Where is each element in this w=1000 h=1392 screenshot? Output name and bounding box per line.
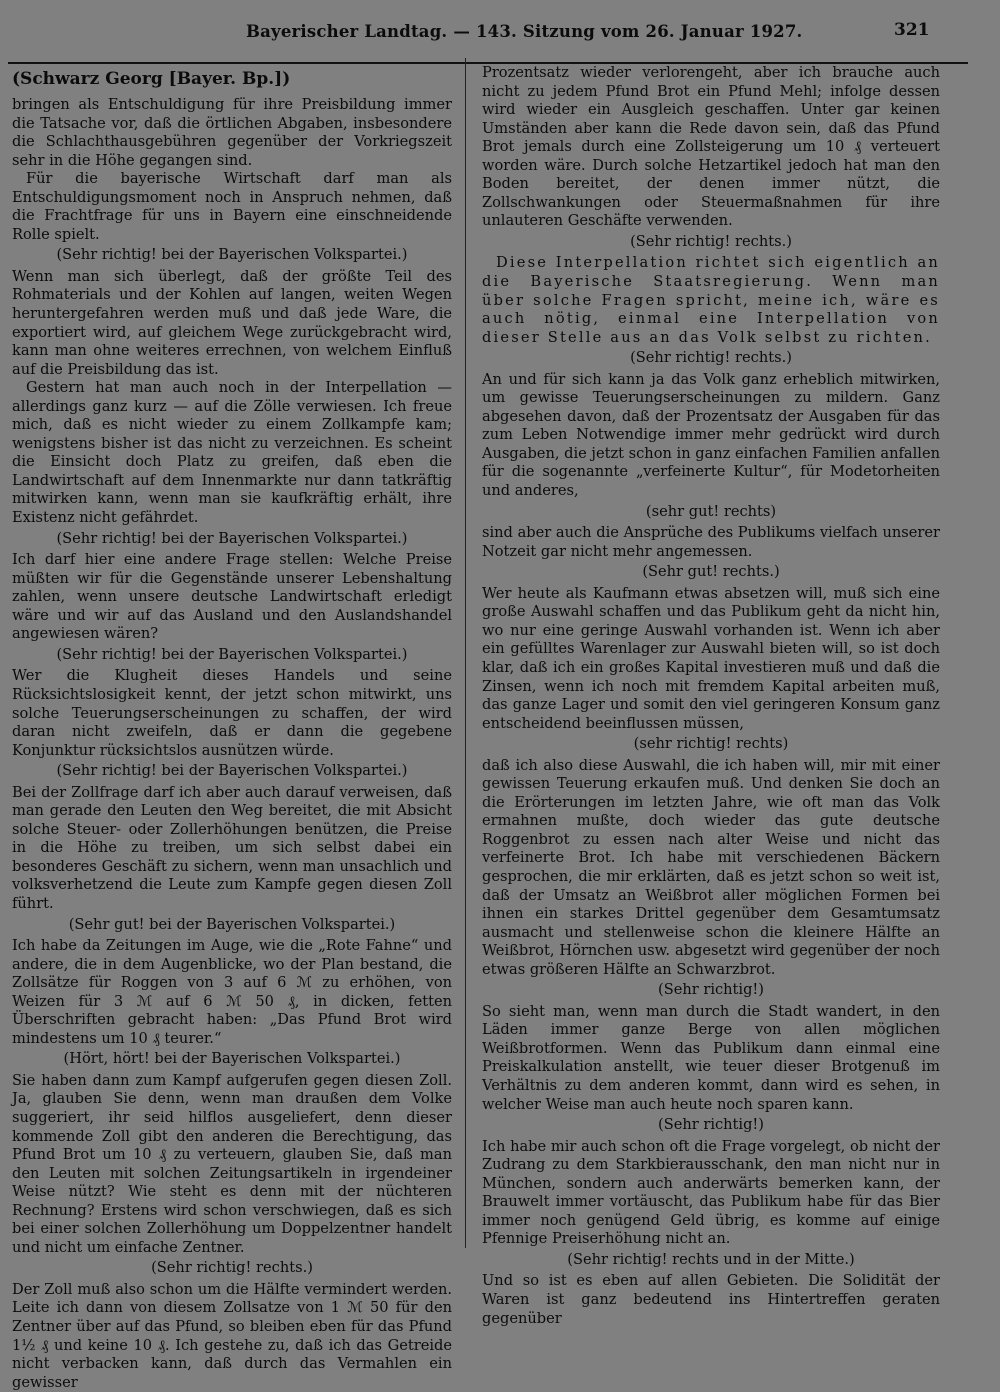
interjection: (Sehr richtig! rechts und in der Mitte.)	[567, 1250, 855, 1268]
interjection: (Sehr richtig! bei der Bayerischen Volkspartei.)	[56, 762, 408, 780]
paragraph: sind aber auch die Ansprüche des Publikums vielfach unserer Notzeit gar nicht mehr angemessen.	[482, 524, 940, 560]
running-title: Bayerischer Landtag. — 143. Sitzung vom 26. Januar 1927.	[246, 22, 803, 41]
speaker-name: (Schwarz Georg [Bayer. Bp.])	[12, 69, 291, 89]
interjection: (Sehr richtig!)	[658, 1116, 764, 1134]
interjection: (Sehr richtig!)	[658, 981, 764, 999]
paragraph: Sie haben dann zum Kampf aufgerufen gegen diesen Zoll. Ja, glauben Sie denn, wenn man draußen dem Volke suggeriert, ihr seid hilflos ausgeliefert, denn dieser kommende Zoll gibt den anderen die Berechtigung, das Pfund Brot um 10 ₰ zu verteuern, glauben Sie, daß man den Leuten mit solchen Zeitungsartikeln in irgendeiner Weise nützt? Wie steht es denn mit der nüchteren Rechnung? Erstens wird schon verschwiegen, daß es sich bei einer solchen Zollerhöhung um Doppelzentner handelt und nicht um einfache Zentner.	[12, 1071, 452, 1256]
paragraph: Ich darf hier eine andere Frage stellen: Welche Preise müßten wir für die Gegenstände unserer Lebenshaltung zahlen, wenn unsere deutsche Landwirtschaft erledigt wäre und wir auf das Ausland und den Auslandshandel angewiesen wären?	[12, 551, 452, 643]
right-column	[482, 64, 940, 1328]
interjection: (sehr richtig! rechts)	[633, 735, 789, 753]
interjection: (Sehr richtig! rechts.)	[151, 1259, 313, 1277]
paragraph: bringen als Entschuldigung für ihre Preisbildung immer die Tatsache vor, daß die örtlichen Abgaben, insbesondere die Schlachthausgebühren gegenüber der Vorkriegszeit sehr in die Höhe gegangen sind.	[12, 96, 452, 169]
interjection: (Hört, hört! bei der Bayerischen Volkspartei.)	[63, 1050, 401, 1068]
left-column	[12, 68, 452, 1392]
interjection: (sehr gut! rechts)	[645, 502, 777, 520]
spaced-paragraph: Diese Interpellation richtet sich eigentlich an die Bayerische Staatsregierung. Wenn man über solche Fragen spricht, meine ich, wäre es auch nötig, einmal eine Interpellation von dieser Stelle aus an das Volk selbst zu richten.	[482, 254, 940, 346]
interjection: (Sehr richtig! bei der Bayerischen Volkspartei.)	[56, 246, 408, 264]
paragraph: Und so ist es eben auf allen Gebieten. Die Solidität der Waren ist ganz bedeutend ins Hintertreffen geraten gegenüber	[482, 1272, 940, 1327]
column-divider	[465, 58, 466, 1248]
paragraph: Bei der Zollfrage darf ich aber auch darauf verweisen, daß man gerade den Leuten den Weg bereitet, die mit Absicht solche Steuer- oder Zollerhöhungen benützen, die Preise in die Höhe zu treiben, um sich selbst dabei ein besonderes Geschäft zu sichern, wenn man unsachlich und volksverhetzend die Leute zum Kampfe gegen diesen Zoll führt.	[12, 783, 452, 912]
interjection: (Sehr richtig! rechts.)	[630, 349, 792, 367]
paragraph: Für die bayerische Wirtschaft darf man als Entschuldigungsmoment noch in Anspruch nehmen, daß die Frachtfrage für uns in Bayern eine einschneidende Rolle spielt.	[12, 170, 452, 243]
paragraph: Wer heute als Kaufmann etwas absetzen will, muß sich eine große Auswahl schaffen und das Publikum geht da nicht hin, wo nur eine geringe Auswahl vorhanden ist. Wenn ich aber ein gefülltes Warenlager zur Auswahl bieten will, so ist doch klar, daß ich ein großes Kapital investieren muß und daß die Zinsen, wenn ich noch mit fremdem Kapital arbeiten muß, das ganze Lager und somit den viel geringeren Konsum ganz entscheidend beeinflussen müssen,	[482, 584, 940, 732]
paragraph: So sieht man, wenn man durch die Stadt wandert, in den Läden immer ganze Berge von allen möglichen Weißbrotformen. Wenn das Publikum dann einmal eine Preiskalkulation anstellt, wie teuer dieser Brotgenuß im Verhältnis zu dem anderen kommt, dann wird es sehen, in welcher Weise man auch heute noch sparen kann.	[482, 1002, 940, 1113]
interjection: (Sehr gut! rechts.)	[642, 563, 780, 581]
paragraph: Ich habe da Zeitungen im Auge, wie die „Rote Fahne“ und andere, die in dem Augenblicke, wo der Plan bestand, die Zollsätze für Roggen von 3 auf 6 ℳ zu erhöhen, von Weizen für 3 ℳ auf 6 ℳ 50 ₰, in dicken, fetten Überschriften gebracht haben: „Das Pfund Brot wird mindestens um 10 ₰ teurer.“	[12, 937, 452, 1047]
paragraph: An und für sich kann ja das Volk ganz erheblich mitwirken, um gewisse Teuerungserscheinungen zu mildern. Ganz abgesehen davon, daß der Prozentsatz der Ausgaben für das zum Leben Notwendige immer mehr gedrückt wird durch Ausgaben, die jetzt schon in ganz einfachen Familien anfallen für die sogenannte „verfeinerte Kultur“, für Modetorheiten und anderes,	[482, 370, 940, 500]
page-header	[0, 18, 1000, 46]
paragraph: Gestern hat man auch noch in der Interpellation — allerdings ganz kurz — auf die Zölle verwiesen. Ich freue mich, daß es nicht wieder zu einem Zollkampfe kam; wenigstens bisher ist das nicht zu verzeichnen. Es scheint die Einsicht doch Platz zu greifen, daß eben die Landwirtschaft auf dem Innenmarkte nur dann tatkräftig mitwirken kann, wenn man sie kaufkräftig erhält, ihre Existenz nicht gefährdet.	[12, 379, 452, 527]
paragraph: Ich habe mir auch schon oft die Frage vorgelegt, ob nicht der Zudrang zu dem Starkbierausschank, den man nicht nur in München, sondern auch anderwärts bemerken kann, der Brauwelt immer vortäuscht, das Publikum habe für das Bier immer noch genügend Geld übrig, es komme auf einige Pfennige Preiserhöhung nicht an.	[482, 1137, 940, 1248]
paragraph: Der Zoll muß also schon um die Hälfte vermindert werden. Leite ich dann von diesem Zollsatze von 1 ℳ 50 für den Zentner über auf das Pfund, so bleiben eben für das Pfund 1½ ₰ und keine 10 ₰. Ich gestehe zu, daß ich das Getreide nicht verbacken kann, daß durch das Vermahlen ein gewisser	[12, 1280, 452, 1391]
paragraph: daß ich also diese Auswahl, die ich haben will, mir mit einer gewissen Teuerung erkaufen muß. Und denken Sie doch an die Erörterungen im letzten Jahre, wie oft man das Volk ermahnen mußte, doch wieder das gute deutsche Roggenbrot zu essen nach alter Weise und nicht das verfeinerte Brot. Ich habe mit verschiedenen Bäckern gesprochen, die mir erklärten, daß es jetzt schon so weit ist, daß der Umsatz an Weißbrot aller möglichen Formen bei ihnen ein starkes Drittel gegenüber dem Gesamtumsatz ausmacht und stellenweise schon die kleinere Hälfte an Weißbrot, Hörnchen usw. abgesetzt wird gegenüber der noch etwas größeren Hälfte an Schwarzbrot.	[482, 756, 940, 978]
paragraph: Prozentsatz wieder verlorengeht, aber ich brauche auch nicht zu jedem Pfund Brot ein Pfund Mehl; infolge dessen wird wieder ein Ausgleich geschaffen. Unter gar keinen Umständen aber kann die Rede davon sein, daß das Pfund Brot jemals durch eine Zollsteigerung um 10 ₰ verteuert worden wäre. Durch solche Hetzartikel jedoch hat man den Boden bereitet, der denen immer nützt, die Zollschwankungen oder Steuermaßnahmen für ihre unlauteren Geschäfte verwenden.	[482, 64, 940, 230]
interjection: (Sehr richtig! bei der Bayerischen Volkspartei.)	[56, 529, 408, 547]
page-number: 321	[894, 20, 930, 40]
interjection: (Sehr richtig! rechts.)	[630, 232, 792, 250]
paragraph: Wenn man sich überlegt, daß der größte Teil des Rohmaterials und der Kohlen auf langen, weiten Wegen heruntergefahren werden muß und daß jede Ware, die exportiert wird, auf gleichem Wege zurückgebracht wird, kann man ohne weiteres errechnen, von welchem Einfluß auf die Preisbildung das ist.	[12, 267, 452, 378]
interjection: (Sehr richtig! bei der Bayerischen Volkspartei.)	[56, 645, 408, 663]
interjection: (Sehr gut! bei der Bayerischen Volkspartei.)	[68, 915, 396, 933]
paragraph: Wer die Klugheit dieses Handels und seine Rücksichtslosigkeit kennt, der jetzt schon mitwirkt, uns solche Teuerungserscheinungen zu schaffen, der wird daran nicht zweifeln, daß er dann die gegebene Konjunktur rücksichtslos ausnützen würde.	[12, 667, 452, 759]
